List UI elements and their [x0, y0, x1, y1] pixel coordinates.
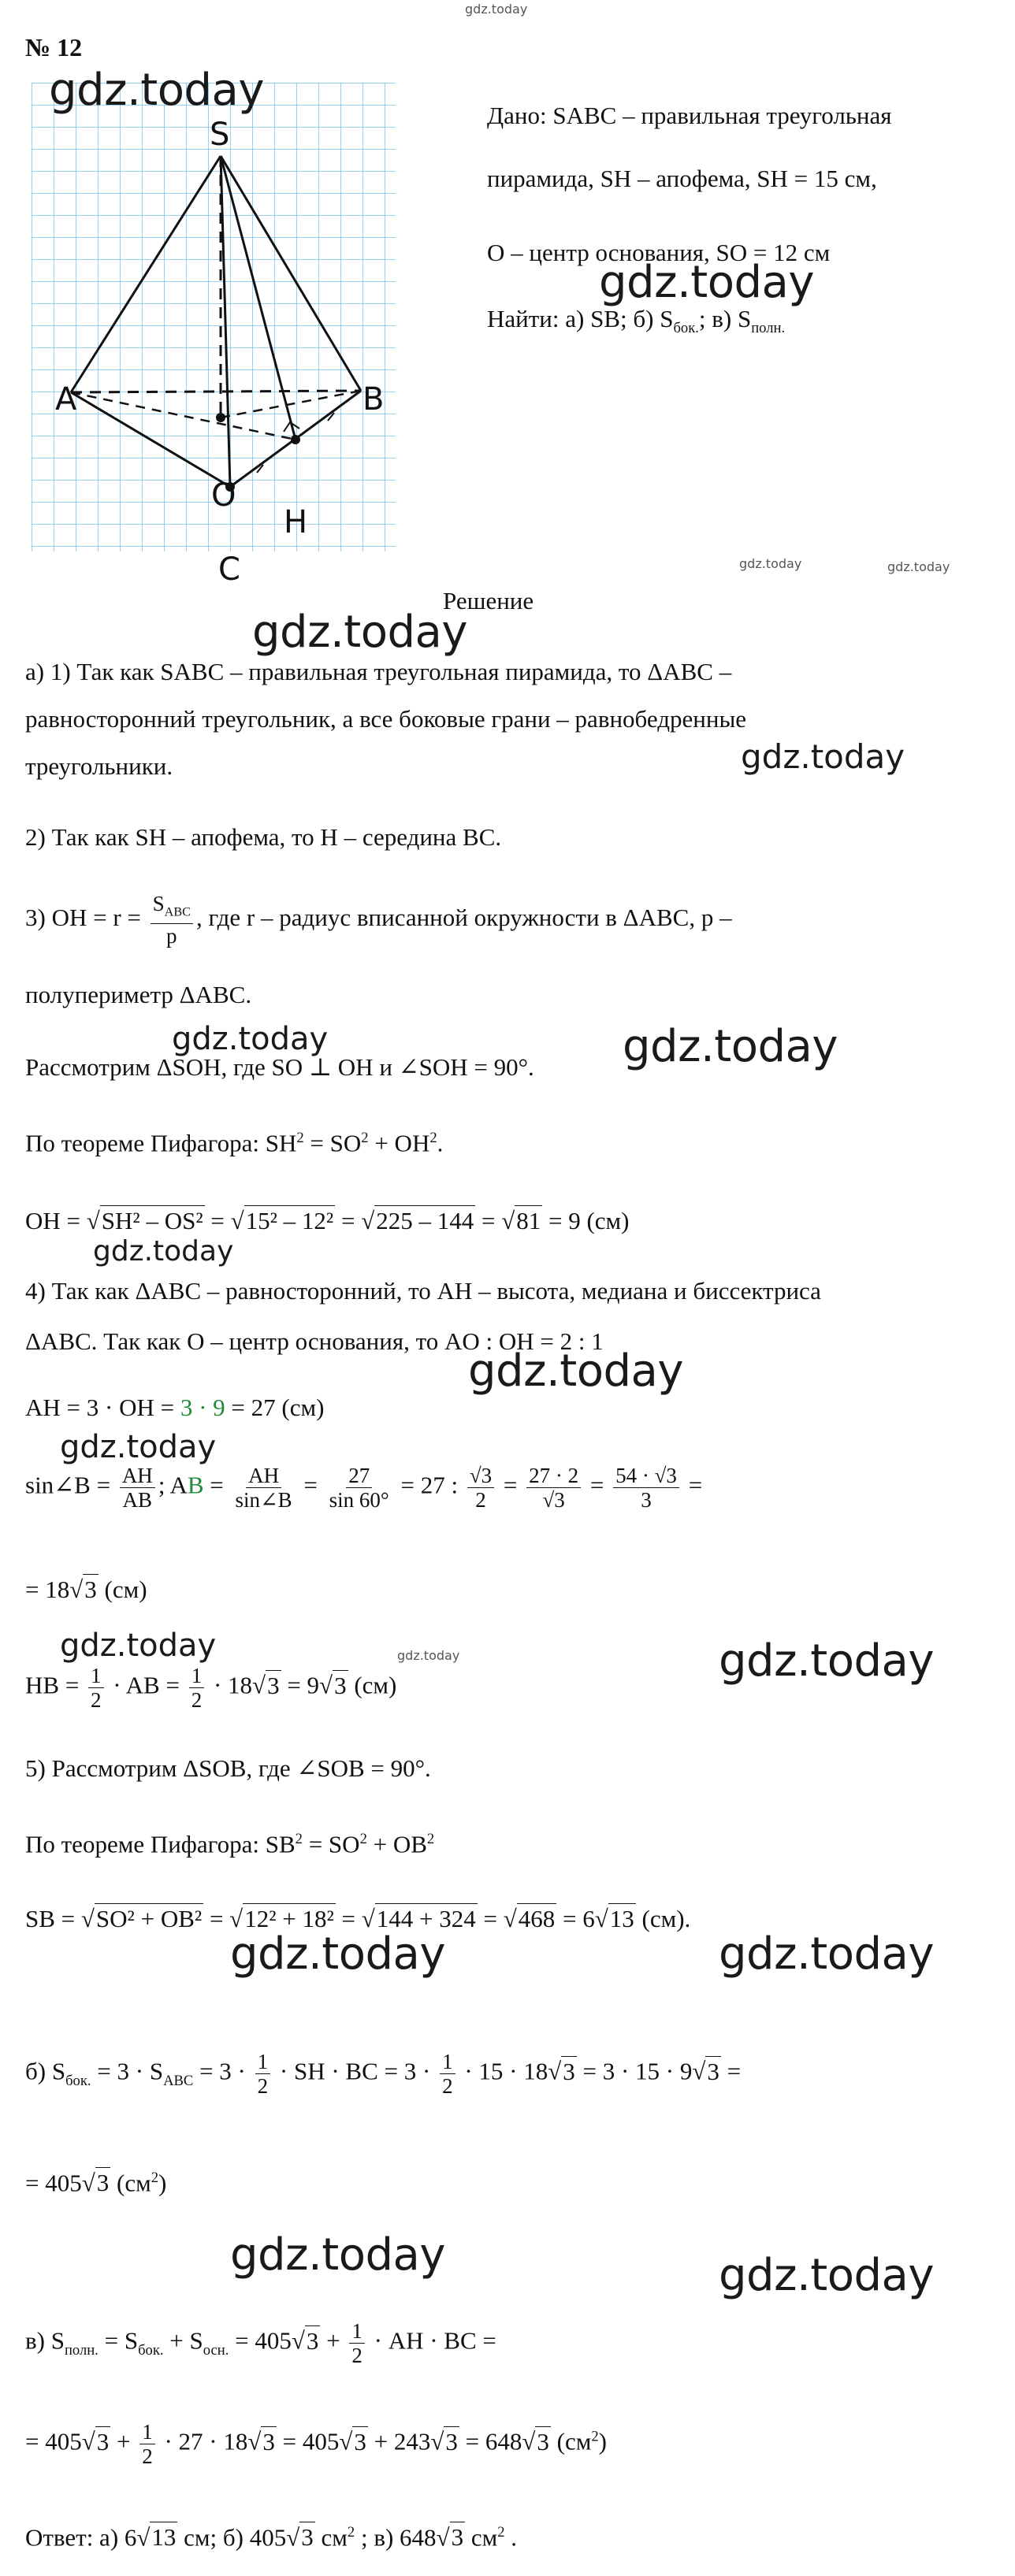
- step-4-line-1: 4) Так как ΔABC – равносторонний, то AH – высота, медиана и биссектриса: [25, 1277, 821, 1305]
- part-c-line-2: = 405√3 + $\frac{1}{2}$ · 27 · 18√3 = 405√3 + 243√3 = 648√3 $(см^2)$: [25, 2420, 607, 2468]
- watermark-small-2: gdz.today: [887, 559, 950, 574]
- watermark-4: gdz.today: [623, 1021, 838, 1072]
- solution-title: Решение: [443, 587, 534, 614]
- watermark-10: gdz.today: [230, 1928, 446, 1980]
- watermark-2: gdz.today: [741, 737, 905, 776]
- point-o: [216, 413, 225, 422]
- step-a1-line-1: а) 1) Так как SABC – правильная треугольная пирамида, то ΔABC –: [25, 658, 732, 685]
- step-a3-line-2: полупериметр ΔABC.: [25, 981, 252, 1008]
- given-line-1: Дано: SABC – правильная треугольная: [487, 102, 892, 129]
- given-find: Найти: а) SB; б) $S_{бок.}$; в) $S_{полн.}$: [487, 305, 786, 337]
- given-line-3: O – центр основания, SO = 12 см: [487, 239, 831, 266]
- step-a2: 2) Так как SH – апофема, то H – середина BC.: [25, 823, 502, 851]
- ab-result: = 18√3 (см): [25, 1576, 147, 1603]
- watermark-6: gdz.today: [468, 1346, 684, 1397]
- label-b: B: [362, 381, 385, 418]
- step-a3: 3) OH = r = $\frac{S_{ABC}}{p}$ , где r – радиус вписанной окружности в ΔABC, p –: [25, 892, 732, 948]
- watermark-figure: gdz.today: [49, 65, 265, 116]
- watermark-7: gdz.today: [60, 1429, 217, 1465]
- step-a1-line-3: треугольники.: [25, 752, 173, 780]
- part-b-calc: б) $S_{бок.} = 3 \cdot S_{ABC} = 3$ · $\frac{1}{2}$ · SH · BC = 3 · $\frac{1}{2}$ · 15 · 18√3 = 3 · 15 · 9√3 =: [25, 2050, 742, 2098]
- problem-number: № 12: [25, 33, 83, 61]
- watermark-11: gdz.today: [719, 1928, 935, 1980]
- ah-calc: AH = 3 · OH = 3 · 9 = 27 (см): [25, 1394, 325, 1421]
- given-line-2: пирамида, SH – апофема, SH = 15 см,: [487, 165, 877, 192]
- point-h: [291, 435, 300, 444]
- pythagoras-1: По теореме Пифагора: $SH^2 = SO^2 + OH^2$.: [25, 1129, 444, 1157]
- watermark-1: gdz.today: [252, 607, 468, 658]
- step-5: 5) Рассмотрим ΔSOB, где ∠SOB = 90°.: [25, 1754, 431, 1782]
- part-c-calc: в) $S_{полн.} = S_{бок.} + S_{осн.} = 405√3$ + $\frac{1}{2}$ · AH · BC =: [25, 2319, 496, 2367]
- step-4-line-2: ΔABC. Так как O – центр основания, то AO : OH = 2 : 1: [25, 1327, 604, 1355]
- part-b-result: = 405√3 $(см^2)$: [25, 2169, 167, 2197]
- watermark-13: gdz.today: [719, 2250, 935, 2301]
- hb-calc: HB = $\frac{1}{2}$ · AB = $\frac{1}{2}$ · 18√3 = 9√3 (см): [25, 1664, 397, 1712]
- sb-calc: SB = √SO² + OB² = √12² + 18² = √144 + 324 = √468 = 6√13 (см).: [25, 1905, 691, 1932]
- watermark-top: gdz.today: [465, 2, 528, 17]
- consider-soh: Рассмотрим ΔSOH, где SO ⊥ OH и ∠SOH = 90°.: [25, 1053, 534, 1081]
- answer: Ответ: а) 6√13 см; б) 405√3 $см^2$ ; в) 648√3 $см^2$ .: [25, 2523, 517, 2552]
- pythagoras-2: По теореме Пифагора: $SB^2 = SO^2 + OB^2$: [25, 1830, 435, 1858]
- watermark-small-1: gdz.today: [739, 556, 802, 571]
- watermark-given: gdz.today: [599, 257, 815, 308]
- step-a1-line-2: равносторонний треугольник, а все боковые грани – равнобедренные: [25, 705, 747, 733]
- label-a: A: [55, 381, 77, 418]
- pyramid-figure: [24, 79, 410, 588]
- label-s: S: [210, 117, 230, 153]
- watermark-small-3: gdz.today: [397, 1648, 460, 1663]
- label-c: C: [218, 551, 240, 588]
- watermark-8: gdz.today: [60, 1628, 217, 1664]
- watermark-12: gdz.today: [230, 2229, 446, 2281]
- label-h: H: [284, 504, 308, 540]
- watermark-3: gdz.today: [172, 1021, 329, 1057]
- watermark-5: gdz.today: [93, 1235, 234, 1268]
- sinb-ab-calc: sin∠B = $\frac{AH}{AB}$ ; AB = $\frac{AH}{\sin\angle B}$ = $\frac{27}{\sin 60^\circ}$ = 27 : $\frac{√3}{2}$ = $\frac{27 \cdot 2}{√3}$ = $\frac{54 \cdot √3}{3}$ =: [25, 1464, 703, 1512]
- watermark-9: gdz.today: [719, 1635, 935, 1687]
- oh-calc: OH = √SH² – OS² = √15² – 12² = √225 – 144 = √81 = 9 (см): [25, 1207, 630, 1234]
- label-o: O: [211, 477, 236, 514]
